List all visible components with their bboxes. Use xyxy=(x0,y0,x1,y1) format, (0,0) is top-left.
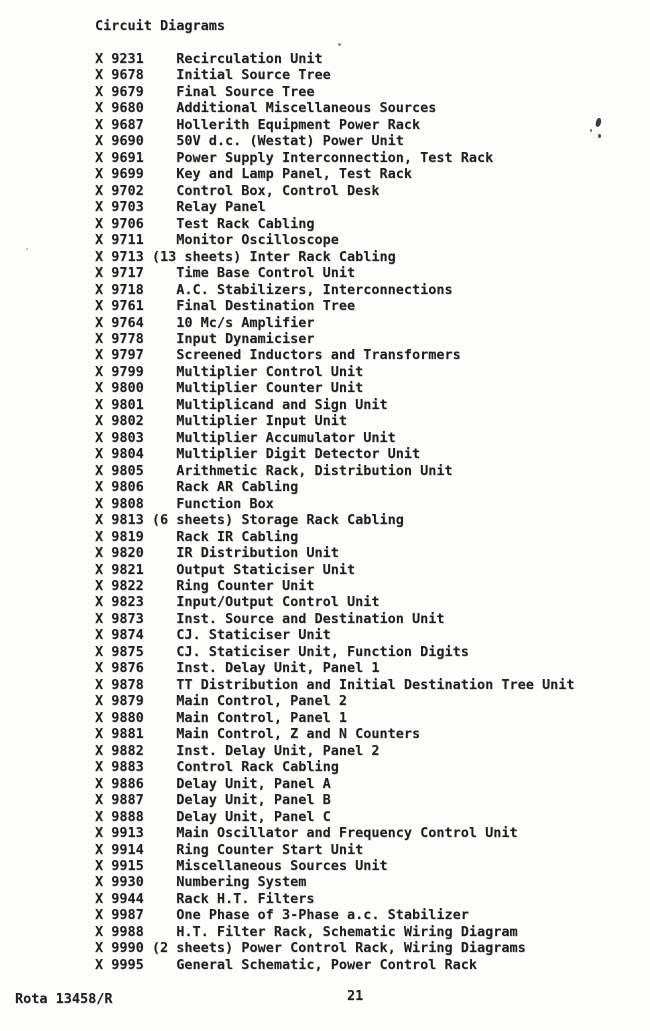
diagram-number: X 9878 xyxy=(95,676,177,693)
diagram-description: Rack H.T. Filters xyxy=(176,890,315,907)
diagram-number: X 9805 xyxy=(95,462,177,479)
diagram-description: Storage Rack Cabling xyxy=(241,512,404,529)
diagram-number: X 9822 xyxy=(95,578,177,594)
list-item xyxy=(95,282,575,298)
list-item xyxy=(95,594,575,610)
list-item xyxy=(95,496,575,512)
diagram-number: X 9914 xyxy=(95,841,177,858)
list-item xyxy=(95,117,575,133)
diagram-description: Multiplier Control Unit xyxy=(176,363,364,380)
diagram-description: Key and Lamp Panel, Test Rack xyxy=(176,166,412,183)
diagram-number: X 9799 xyxy=(95,363,177,380)
diagram-description: Control Rack Cabling xyxy=(176,759,339,776)
diagram-number: X 9706 xyxy=(95,215,177,232)
list-item xyxy=(95,51,575,67)
diagram-description: Miscellaneous Sources Unit xyxy=(176,857,388,874)
list-item xyxy=(95,529,575,545)
circuit-diagram-list xyxy=(95,51,575,973)
diagram-number: X 9883 xyxy=(95,759,177,776)
diagram-description: Final Source Tree xyxy=(176,83,315,100)
diagram-number: X 9930 xyxy=(95,874,177,891)
diagram-description: Input/Output Control Unit xyxy=(176,594,380,611)
diagram-description: Main Control, Panel 2 xyxy=(176,693,347,710)
diagram-description: TT Distribution and Initial Destination Tree Unit xyxy=(176,676,575,693)
list-item xyxy=(95,611,575,627)
list-item xyxy=(95,463,575,479)
diagram-number: X 9876 xyxy=(95,660,177,677)
diagram-number: X 9764 xyxy=(95,314,177,331)
diagram-number: X 9703 xyxy=(95,199,177,216)
diagram-number: X 9913 xyxy=(95,825,177,842)
list-item xyxy=(95,100,575,116)
list-item xyxy=(95,166,575,182)
diagram-description: Inter Rack Cabling xyxy=(249,248,396,265)
diagram-description: Relay Panel xyxy=(176,199,266,216)
diagram-description: Rack AR Cabling xyxy=(176,479,299,496)
diagram-number: X 9231 xyxy=(95,51,177,67)
diagram-description: Inst. Delay Unit, Panel 2 xyxy=(176,742,380,759)
diagram-description: Multiplier Counter Unit xyxy=(176,380,364,397)
diagram-number: X 9718 xyxy=(95,281,177,298)
list-item xyxy=(95,84,575,100)
diagram-description: Main Control, Z and N Counters xyxy=(176,726,421,743)
list-item xyxy=(95,512,575,528)
ink-smudge xyxy=(595,118,602,128)
page-title: Circuit Diagrams xyxy=(95,18,226,34)
list-item xyxy=(95,133,575,149)
list-item xyxy=(95,298,575,314)
sheets-note: (6 sheets) xyxy=(151,512,242,529)
diagram-description: Control Box, Control Desk xyxy=(176,182,380,199)
diagram-number: X 9987 xyxy=(95,907,177,924)
diagram-number: X 9803 xyxy=(95,429,177,446)
list-item xyxy=(95,924,575,940)
diagram-number: X 9944 xyxy=(95,890,177,907)
list-item xyxy=(95,891,575,907)
diagram-number: X 9800 xyxy=(95,380,177,397)
list-item xyxy=(95,347,575,363)
diagram-number: X 9690 xyxy=(95,133,177,150)
diagram-number: X 9687 xyxy=(95,116,177,133)
diagram-description: 50V d.c. (Westat) Power Unit xyxy=(176,133,404,150)
diagram-number: X 9988 xyxy=(95,923,177,940)
list-item xyxy=(95,446,575,462)
diagram-description: Initial Source Tree xyxy=(176,67,331,84)
list-item xyxy=(95,199,575,215)
diagram-description: Main Oscillator and Frequency Control Unit xyxy=(176,825,518,842)
list-item xyxy=(95,183,575,199)
list-item xyxy=(95,858,575,874)
list-item xyxy=(95,67,575,83)
diagram-description: Monitor Oscilloscope xyxy=(176,232,339,249)
diagram-description: Numbering System xyxy=(176,874,307,891)
diagram-description: General Schematic, Power Control Rack xyxy=(176,956,478,973)
list-item xyxy=(95,759,575,775)
list-item xyxy=(95,726,575,742)
diagram-description: 10 Mc/s Amplifier xyxy=(176,314,315,331)
diagram-number: X 9990 xyxy=(95,940,152,957)
diagram-number: X 9881 xyxy=(95,726,177,743)
list-item xyxy=(95,397,575,413)
diagram-number: X 9880 xyxy=(95,709,177,726)
diagram-number: X 9801 xyxy=(95,396,177,413)
list-item xyxy=(95,232,575,248)
ink-speck xyxy=(26,248,28,250)
diagram-description: Input Dynamiciser xyxy=(176,330,315,347)
list-item xyxy=(95,677,575,693)
diagram-number: X 9778 xyxy=(95,330,177,347)
diagram-description: Hollerith Equipment Power Rack xyxy=(176,116,421,133)
diagram-description: Output Staticiser Unit xyxy=(176,561,356,578)
ink-smudge xyxy=(590,129,592,132)
diagram-description: Power Control Rack, Wiring Diagrams xyxy=(241,940,526,957)
diagram-description: A.C. Stabilizers, Interconnections xyxy=(176,281,453,298)
diagram-description: Additional Miscellaneous Sources xyxy=(176,100,437,117)
diagram-number: X 9761 xyxy=(95,298,177,315)
diagram-description: CJ. Staticiser Unit xyxy=(176,627,331,644)
list-item xyxy=(95,216,575,232)
document-reference: Rota 13458/R xyxy=(15,991,113,1007)
diagram-number: X 9711 xyxy=(95,232,177,249)
diagram-number: X 9813 xyxy=(95,512,152,529)
diagram-description: Screened Inductors and Transformers xyxy=(176,347,461,364)
list-item xyxy=(95,315,575,331)
list-item xyxy=(95,940,575,956)
list-item xyxy=(95,644,575,660)
diagram-description: Power Supply Interconnection, Test Rack xyxy=(176,149,494,166)
diagram-number: X 9802 xyxy=(95,413,177,430)
diagram-number: X 9680 xyxy=(95,100,177,117)
diagram-number: X 9797 xyxy=(95,347,177,364)
diagram-number: X 9819 xyxy=(95,528,177,545)
list-item xyxy=(95,364,575,380)
diagram-description: Time Base Control Unit xyxy=(176,265,356,282)
sheets-note: (2 sheets) xyxy=(151,940,242,957)
list-item xyxy=(95,743,575,759)
diagram-description: Function Box xyxy=(176,495,274,512)
diagram-description: Inst. Source and Destination Unit xyxy=(176,610,445,627)
list-item xyxy=(95,249,575,265)
diagram-number: X 9808 xyxy=(95,495,177,512)
list-item xyxy=(95,331,575,347)
diagram-number: X 9713 xyxy=(95,248,152,265)
list-item xyxy=(95,545,575,561)
diagram-number: X 9915 xyxy=(95,857,177,874)
diagram-number: X 9886 xyxy=(95,775,177,792)
diagram-number: X 9873 xyxy=(95,610,177,627)
diagram-description: Delay Unit, Panel C xyxy=(176,808,331,825)
diagram-number: X 9823 xyxy=(95,594,177,611)
diagram-description: Multiplier Input Unit xyxy=(176,413,347,430)
list-item xyxy=(95,380,575,396)
diagram-description: Test Rack Cabling xyxy=(176,215,315,232)
list-item xyxy=(95,907,575,923)
ink-smudge xyxy=(598,134,601,138)
diagram-description: Multiplier Accumulator Unit xyxy=(176,429,396,446)
diagram-number: X 9882 xyxy=(95,742,177,759)
list-item xyxy=(95,874,575,890)
list-item xyxy=(95,776,575,792)
sheets-note: (13 sheets) xyxy=(151,248,250,265)
list-item xyxy=(95,693,575,709)
diagram-number: X 9820 xyxy=(95,545,177,562)
diagram-number: X 9888 xyxy=(95,808,177,825)
list-item xyxy=(95,660,575,676)
diagram-description: Multiplier Digit Detector Unit xyxy=(176,446,421,463)
diagram-number: X 9821 xyxy=(95,561,177,578)
diagram-description: Recirculation Unit xyxy=(176,51,323,67)
diagram-number: X 9679 xyxy=(95,83,177,100)
diagram-number: X 9806 xyxy=(95,479,177,496)
list-item xyxy=(95,627,575,643)
list-item xyxy=(95,430,575,446)
diagram-number: X 9804 xyxy=(95,446,177,463)
diagram-number: X 9717 xyxy=(95,265,177,282)
diagram-description: Delay Unit, Panel B xyxy=(176,792,331,809)
diagram-description: Ring Counter Unit xyxy=(176,578,315,594)
diagram-description: Arithmetic Rack, Distribution Unit xyxy=(176,462,453,479)
diagram-number: X 9887 xyxy=(95,792,177,809)
diagram-number: X 9995 xyxy=(95,956,177,973)
diagram-description: Multiplicand and Sign Unit xyxy=(176,396,388,413)
list-item xyxy=(95,150,575,166)
diagram-number: X 9879 xyxy=(95,693,177,710)
diagram-description: Rack IR Cabling xyxy=(176,528,299,545)
page-number: 21 xyxy=(347,988,364,1004)
list-item xyxy=(95,957,575,973)
diagram-number: X 9702 xyxy=(95,182,177,199)
list-item xyxy=(95,578,575,594)
list-item xyxy=(95,562,575,578)
list-item xyxy=(95,842,575,858)
list-item xyxy=(95,809,575,825)
diagram-number: X 9678 xyxy=(95,67,177,84)
ink-speck xyxy=(338,43,341,46)
list-item xyxy=(95,710,575,726)
list-item xyxy=(95,413,575,429)
list-item xyxy=(95,479,575,495)
diagram-description: One Phase of 3-Phase a.c. Stabilizer xyxy=(176,907,469,924)
list-item xyxy=(95,792,575,808)
diagram-description: Delay Unit, Panel A xyxy=(176,775,331,792)
diagram-number: X 9874 xyxy=(95,627,177,644)
list-item xyxy=(95,265,575,281)
diagram-description: Final Destination Tree xyxy=(176,298,356,315)
diagram-description: Ring Counter Start Unit xyxy=(176,841,364,858)
diagram-number: X 9691 xyxy=(95,149,177,166)
diagram-number: X 9699 xyxy=(95,166,177,183)
diagram-description: IR Distribution Unit xyxy=(176,545,339,562)
list-item xyxy=(95,825,575,841)
diagram-description: Inst. Delay Unit, Panel 1 xyxy=(176,660,380,677)
diagram-description: CJ. Staticiser Unit, Function Digits xyxy=(176,643,469,660)
diagram-description: Main Control, Panel 1 xyxy=(176,709,347,726)
diagram-description: H.T. Filter Rack, Schematic Wiring Diagram xyxy=(176,923,518,940)
diagram-number: X 9875 xyxy=(95,643,177,660)
